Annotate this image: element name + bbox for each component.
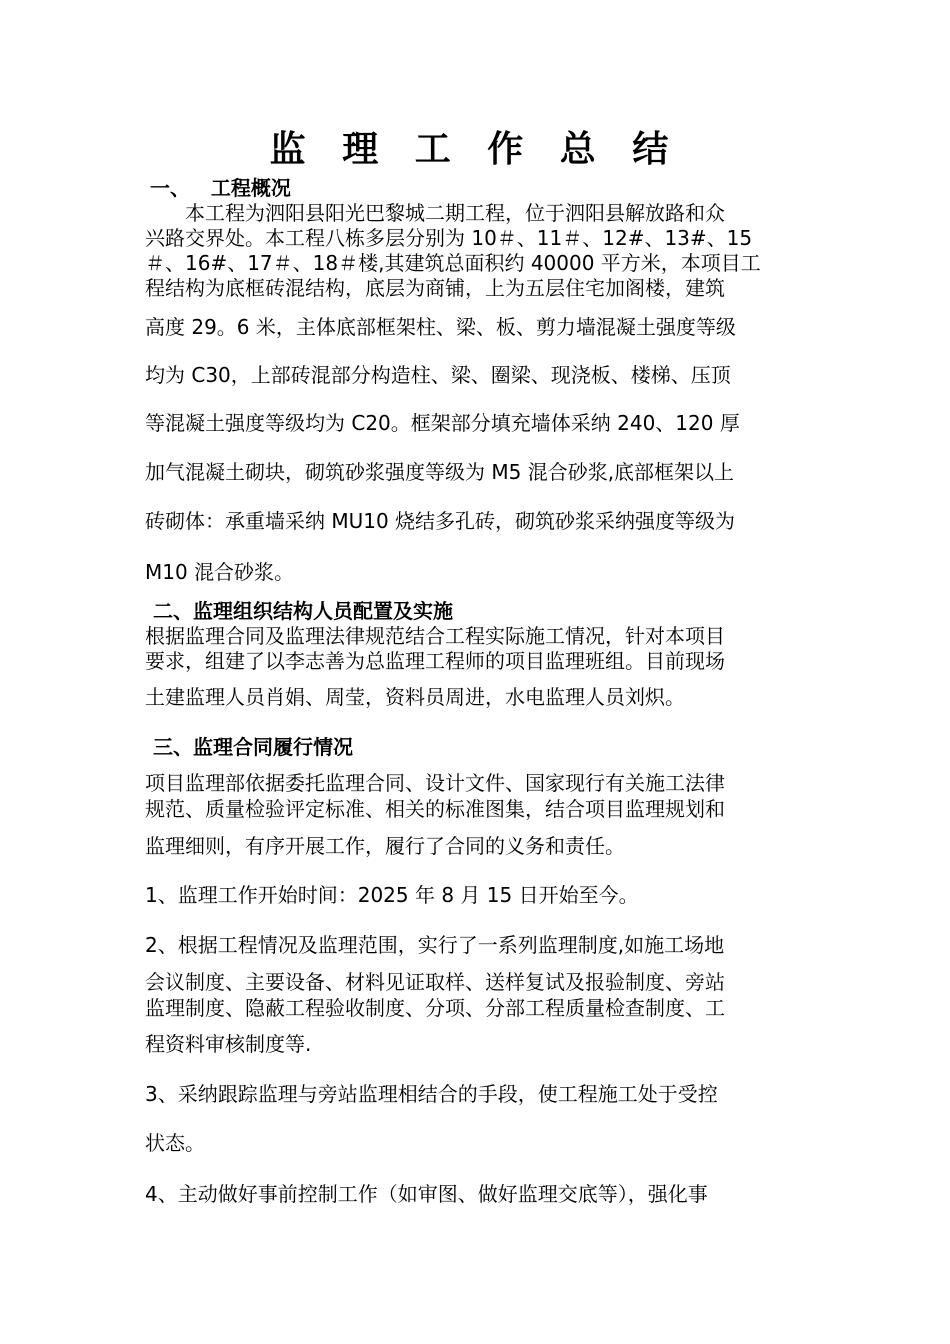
- paragraph-line: 程资料审核制度等.: [145, 1032, 312, 1056]
- paragraph-line: 状态。: [145, 1131, 205, 1155]
- paragraph-line: 监理细则，有序开展工作，履行了合同的义务和责任。: [145, 834, 625, 858]
- list-item: 2、根据工程情况及监理范围，实行了一系列监理制度,如施工场地: [145, 933, 725, 957]
- list-item: 4、主动做好事前控制工作（如审图、做好监理交底等），强化事: [145, 1182, 708, 1206]
- paragraph-line: 高度 29。6 米，主体底部框架柱、梁、板、剪力墙混凝土强度等级: [145, 315, 736, 339]
- paragraph-line: 要求，组建了以李志善为总监理工程师的项目监理班组。目前现场: [145, 649, 725, 673]
- paragraph-line: 砖砌体：承重墙采纳 MU10 烧结多孔砖，砌筑砂浆采纳强度等级为: [145, 509, 736, 533]
- document-title: 监 理 工 作 总 结: [269, 128, 681, 170]
- section-heading-organization: 二、监理组织结构人员配置及实施: [153, 599, 453, 623]
- paragraph-line: 规范、质量检验评定标准、相关的标准图集，结合项目监理规划和: [145, 797, 725, 821]
- paragraph-line: 土建监理人员肖娟、周莹，资料员周进，水电监理人员刘炽。: [145, 685, 685, 709]
- paragraph-line: 会议制度、主要设备、材料见证取样、送样复试及报验制度、旁站: [145, 970, 725, 994]
- paragraph-line: 项目监理部依据委托监理合同、设计文件、国家现行有关施工法律: [145, 771, 725, 795]
- section-heading-contract: 三、监理合同履行情况: [153, 735, 353, 759]
- section-heading-overview: 一、 工程概况: [150, 176, 291, 200]
- paragraph-line: 加气混凝土砌块，砌筑砂浆强度等级为 M5 混合砂浆,底部框架以上: [145, 460, 735, 484]
- paragraph-line: ＃、16#、17＃、18＃楼,其建筑总面积约 40000 平方米，本项目工: [145, 251, 761, 275]
- paragraph-line: M10 混合砂浆。: [145, 560, 295, 584]
- paragraph-line: 程结构为底框砖混结构，底层为商铺，上为五层住宅加阁楼，建筑: [145, 276, 725, 300]
- paragraph-line: 根据监理合同及监理法律规范结合工程实际施工情况，针对本项目: [145, 624, 725, 648]
- paragraph-line: 本工程为泗阳县阳光巴黎城二期工程，位于泗阳县解放路和众: [145, 201, 725, 225]
- list-item: 1、监理工作开始时间：2025 年 8 月 15 日开始至今。: [145, 883, 639, 907]
- paragraph-line: 均为 C30，上部砖混部分构造柱、梁、圈梁、现浇板、楼梯、压顶: [145, 363, 731, 387]
- paragraph-line: 等混凝土强度等级均为 C20。框架部分填充墙体采纳 240、120 厚: [145, 411, 740, 435]
- paragraph-line: 监理制度、隐蔽工程验收制度、分项、分部工程质量检查制度、工: [145, 996, 725, 1020]
- list-item: 3、采纳跟踪监理与旁站监理相结合的手段，使工程施工处于受控: [145, 1082, 718, 1106]
- paragraph-line: 兴路交界处。本工程八栋多层分别为 10＃、11＃、12#、13#、15: [145, 226, 753, 250]
